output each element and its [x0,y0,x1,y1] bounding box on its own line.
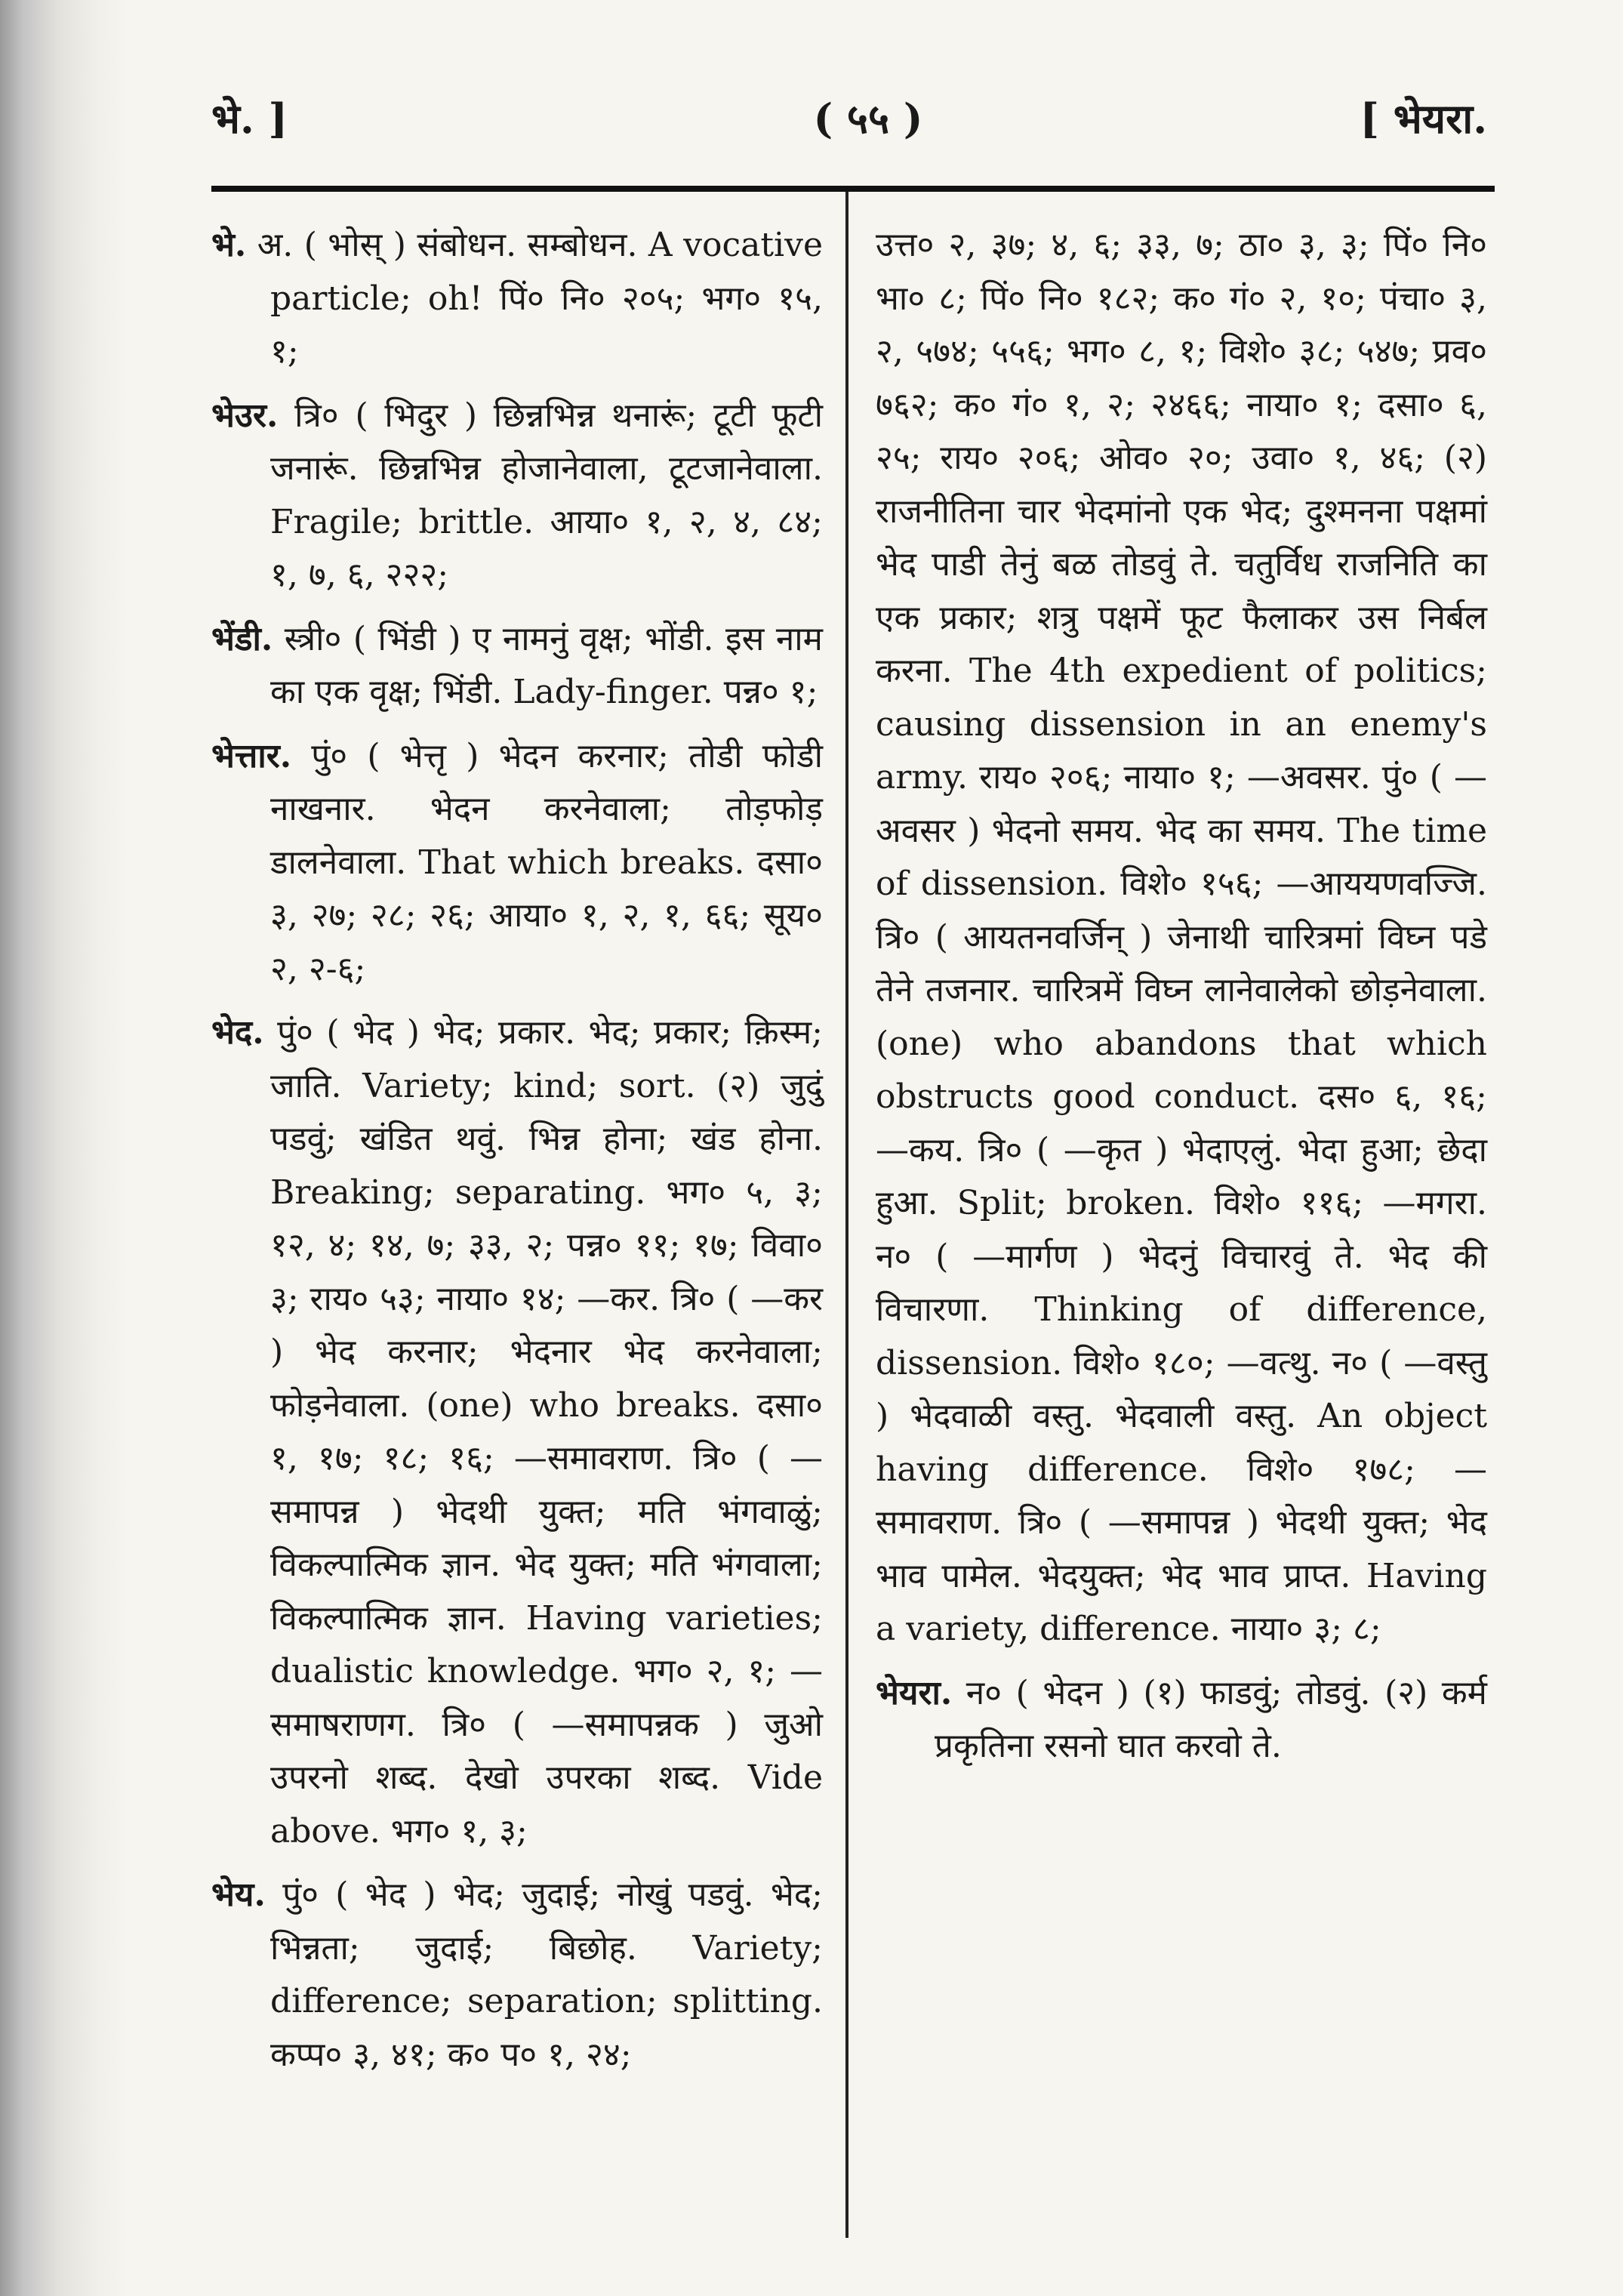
dictionary-entry [211,219,823,379]
entry-headword: भेय. [211,1875,266,1914]
entry-headword: भेयरा. [876,1673,953,1712]
dictionary-page [181,0,1487,2296]
page-binding-shadow [0,0,128,2296]
dictionary-entry [876,1667,1487,1774]
entry-headword: भे. [211,226,247,264]
entry-definition: पुं० ( भेद ) भेद; प्रकार. भेद; प्रकार; क़िस्म; जाति. Variety; kind; sort. (२) जुदुं पडवुं; खंडित थवुं. भिन्न होना; खंड होना. Breaking; separating. भग० ५, ३; १२, ४; १४, ७; ३३, २; पन्न० ११; १७; विवा० ३; राय० ५३; नाया० १४; —कर. त्रि० ( —कर ) भेद करनार; भेदनार भेद करनेवाला; फोड़नेवाला. (one) who breaks. दसा० १, १७; १८; १६; —समावराण. त्रि० ( —समापन्न ) भेदथी युक्त; मति भंगवाळुं; विकल्पात्मिक ज्ञान. भेद युक्त; मति भंगवाला; विकल्पात्मिक ज्ञान. Having varieties; dualistic knowledge. भग० २, १; —समाषराणग. त्रि० ( —समापन्नक ) जुओ उपरनो शब्द. देखो उपरका शब्द. Vide above. भग० १, ३; [270,1013,823,1851]
entry-definition: पुं० ( भेत्तृ ) भेदन करनार; तोडी फोडी नाखनार. भेदन करनेवाला; तोड़फोड़ डालनेवाला. That which breaks. दसा० ३, २७; २८; २६; आया० १, २, १, ६६; सूय० २, २-६; [270,736,823,988]
entry-definition: अ. ( भोस् ) संबोधन. सम्बोधन. A vocative particle; oh! पिं० नि० २०५; भग० १५, १; [257,226,823,371]
dictionary-entry [211,1869,823,2082]
header-right-guideword: [ भेयरा. [1360,94,1487,143]
header-rule [211,186,1495,192]
entry-headword: भेत्तार. [211,736,292,775]
entry-definition: पुं० ( भेद ) भेद; जुदाई; नोखुं पडवुं. भेद; भिन्नता; जुदाई; बिछोह. Variety; difference; separation; splitting. कप्प० ३, ४१; क० प० १, २४; [270,1875,823,2074]
dictionary-entry [211,1006,823,1858]
entry-definition: स्त्री० ( भिंडी ) ए नामनुं वृक्ष; भोंडी. इस नाम का एक वृक्ष; भिंडी. Lady-finger. पन्न० १; [270,619,823,711]
entry-definition: त्रि० ( भिदुर ) छिन्नभिन्न थनारूं; टूटी फूटी जनारूं. छिन्नभिन्न होजानेवाला, टूटजानेवाला. Fragile; brittle. आया० १, २, ४, ८४; १, ७, ६, २२२; [270,396,823,594]
dictionary-entry [211,730,823,997]
page-number: ( ५५ ) [813,94,923,143]
dictionary-entry [211,390,823,603]
column-divider [845,192,848,2238]
entry-headword: भेद. [211,1013,264,1052]
left-column [211,219,823,2092]
entry-definition: उत्त० २, ३७; ४, ६; ३३, ७; ठा० ३, ३; पिं० नि० भा० ८; पिं० नि० १८२; क० गं० २, १०; पंचा० ३, २, ५७४; ५५६; भग० ८, १; विशे० ३८; ५४७; प्रव० ७६२; क० गं० १, २; २४६६; नाया० १; दसा० ६, २५; राय० २०६; ओव० २०; उवा० १, ४६; (२) राजनीतिना चार भेदमांनो एक भेद; दुश्मनना पक्षमां भेद पाडी तेनुं बळ तोडवुं ते. चतुर्विध राजनिति का एक प्रकार; शत्रु पक्षमें फूट फैलाकर उस निर्बल करना. The 4th expedient of politics; causing dissension in an enemy's army. राय० २०६; नाया० १; —अवसर. पुं० ( —अवसर ) भेदनो समय. भेद का समय. The time of dissension. विशे० १५६; —आययणवज्जि. त्रि० ( आयतनवर्जिन् ) जेनाथी चारित्रमां विघ्न पडे तेने तजनार. चारित्रमें विघ्न लानेवालेको छोड़नेवाला. (one) who abandons that which obstructs good conduct. दस० ६, १६; —कय. त्रि० ( —कृत ) भेदाएलुं. भेदा हुआ; छेदा हुआ. Split; broken. विशे० ११६; —मगरा. न० ( —मार्गण ) भेदनुं विचारवुं ते. भेद की विचारणा. Thinking of difference, dissension. विशे० १८०; —वत्थु. न० ( —वस्तु ) भेदवाळी वस्तु. भेदवाली वस्तु. An object having difference. विशे० १७८; —समावराण. त्रि० ( —समापन्न ) भेदथी युक्त; भेद भाव पामेल. भेदयुक्त; भेद भाव प्राप्त. Having a variety, difference. नाया० ३; ८; [876,226,1487,1648]
entry-headword: भेंडी. [211,619,273,658]
dictionary-entry [211,613,823,720]
entry-headword: भेउर. [211,396,279,435]
dictionary-entry-continuation [876,219,1487,1657]
header-left-guideword: भे. ] [211,94,288,143]
right-column [876,219,1487,1784]
entry-definition: न० ( भेदन ) (१) फाडवुं; तोडवुं. (२) कर्म प्रकृतिना रसनो घात करवो ते. [935,1673,1487,1765]
